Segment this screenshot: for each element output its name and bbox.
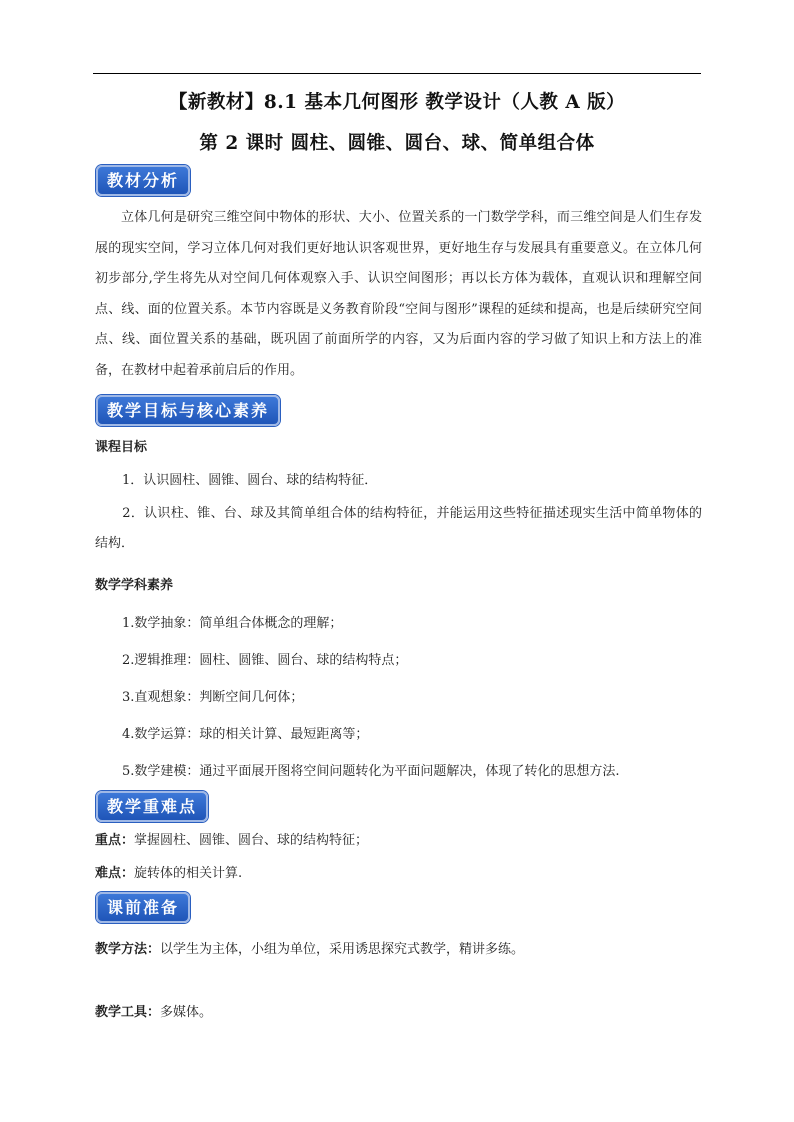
section-badge-preparation: 课前准备	[96, 892, 190, 923]
course-goals-heading: 课程目标	[95, 440, 148, 455]
teaching-tool-label: 教学工具：	[95, 1005, 161, 1020]
header-rule	[93, 73, 701, 74]
analysis-paragraph: 立体几何是研究三维空间中物体的形状、大小、位置关系的一门数学学科，而三维空间是人们生存发展的现实空间，学习立体几何对我们更好地认识客观世界，更好地生存与发展具有重要意义。在立体几何初步部分,学生将先从对空间几何体观察入手、认识空间图形；再以长方体为载体，直观认识和理解空间点、线、面的位置关系。本节内容既是义务教育阶段“空间与图形”课程的延续和提高，也是后续研究空间点、线、面位置关系的基础，既巩固了前面所学的内容，又为后面内容的学习做了知识上和方法上的准备，在教材中起着承前启后的作用。	[95, 210, 702, 378]
section-badge-analysis: 教材分析	[96, 165, 190, 196]
document-subtitle: 第 2 课时 圆柱、圆锥、圆台、球、简单组合体	[199, 133, 595, 154]
teaching-tool-text: 多媒体。	[160, 1005, 213, 1020]
course-goal-item-2: 2．认识柱、锥、台、球及其简单组合体的结构特征，并能运用这些特征描述现实生活中简单物体的结构．	[95, 506, 702, 551]
literacy-item-3: 3.直观想象：判断空间几何体；	[122, 690, 304, 705]
literacy-item-1: 1.数学抽象：简单组合体概念的理解；	[122, 616, 343, 631]
teaching-method-line	[95, 938, 524, 957]
literacy-item-5: 5.数学建模：通过平面展开图将空间问题转化为平面问题解决，体现了转化的思想方法.	[122, 764, 620, 779]
teaching-method-text: 以学生为主体，小组为单位，采用诱思探究式教学，精讲多练。	[160, 942, 525, 957]
key-point-label: 重点：	[95, 833, 135, 848]
teaching-tool-line	[95, 1001, 212, 1020]
teaching-method-label: 教学方法：	[95, 942, 161, 957]
difficult-point-text: 旋转体的相关计算.	[134, 866, 243, 881]
literacy-item-2: 2.逻辑推理：圆柱、圆锥、圆台、球的结构特点；	[122, 653, 408, 668]
difficult-point-label: 难点：	[95, 866, 135, 881]
key-point-line	[95, 829, 368, 848]
document-title: 【新教材】8.1 基本几何图形 教学设计（人教 A 版）	[168, 92, 626, 113]
difficult-point-line	[95, 862, 242, 881]
key-point-text: 掌握圆柱、圆锥、圆台、球的结构特征；	[134, 833, 369, 848]
literacy-item-4: 4.数学运算：球的相关计算、最短距离等；	[122, 727, 369, 742]
course-goal-item-1: 1．认识圆柱、圆锥、圆台、球的结构特征．	[122, 473, 378, 488]
literacy-heading: 数学学科素养	[95, 578, 174, 593]
section-badge-goals: 教学目标与核心素养	[96, 395, 280, 426]
section-badge-key-points: 教学重难点	[96, 791, 208, 822]
